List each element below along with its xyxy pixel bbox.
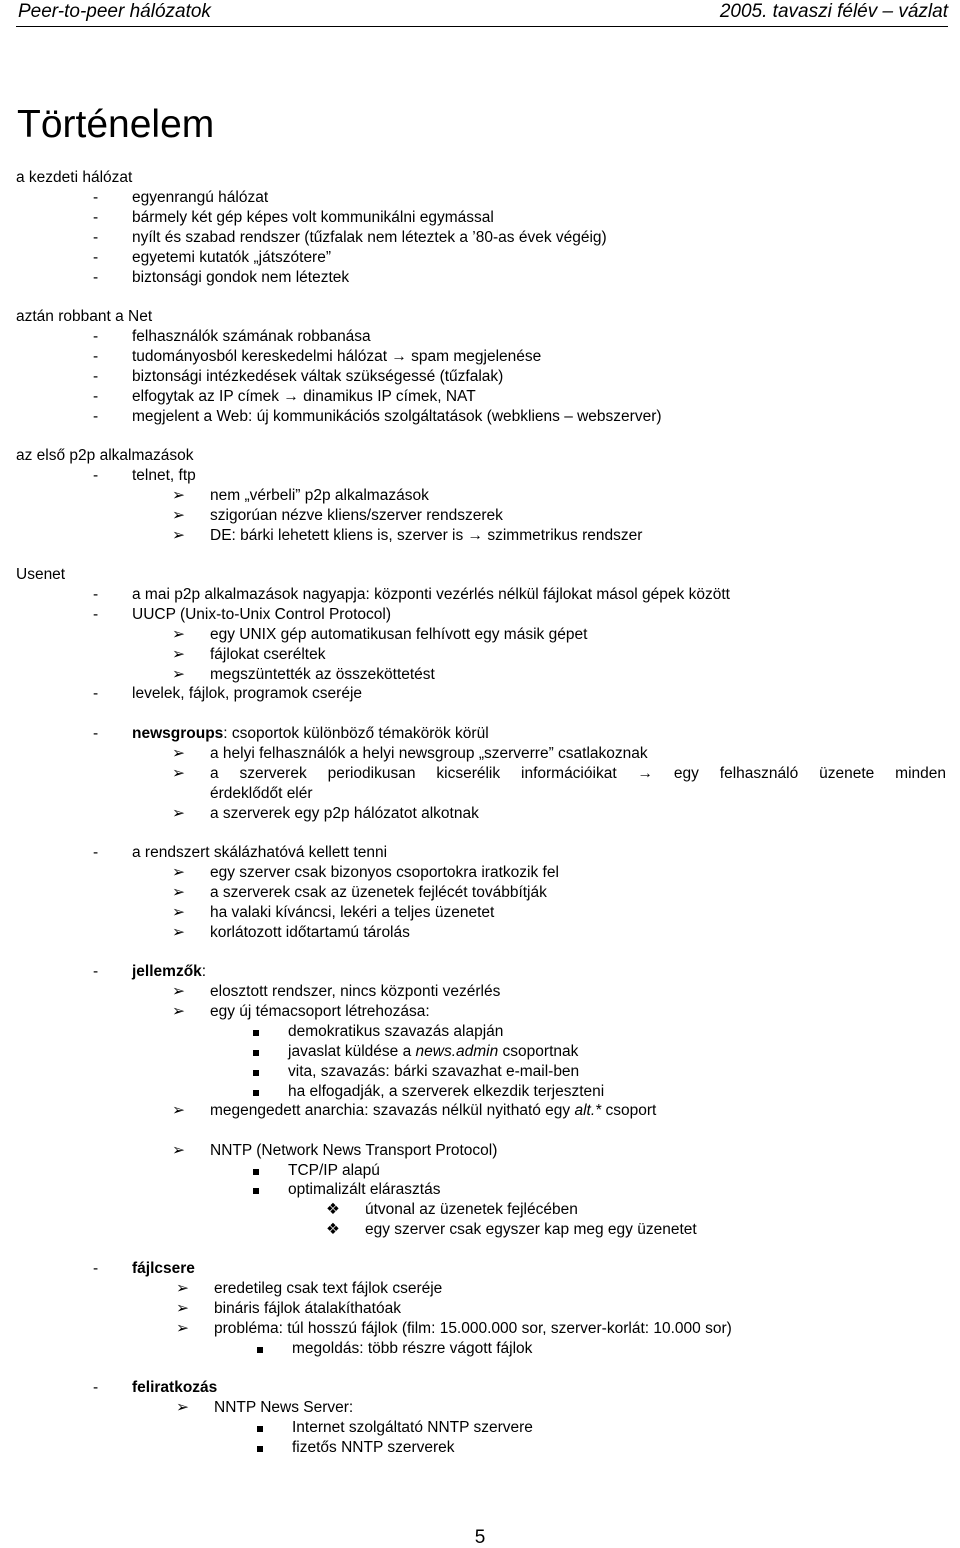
arrowhead-bullet-icon: ➢ <box>172 646 185 663</box>
arrowhead-bullet-icon: ➢ <box>172 487 185 504</box>
line-text <box>210 804 479 824</box>
line-text <box>132 208 494 228</box>
text-run: TCP/IP alapú <box>288 1162 380 1179</box>
line-text <box>210 883 547 903</box>
list-item <box>172 764 960 784</box>
text-run: az első p2p alkalmazások <box>16 447 194 464</box>
bold-term: newsgroups <box>132 725 224 742</box>
text-run: egy szerver csak bizonyos csoportokra iratkozik fel <box>210 864 559 881</box>
text-run: biztonsági intézkedések váltak szükségessé (tűzfalak) <box>132 368 504 385</box>
dash-bullet-icon: - <box>93 249 99 266</box>
square-bullet-icon <box>253 1042 259 1062</box>
text-run: a szerverek egy p2p hálózatot alkotnak <box>210 805 479 822</box>
text-run: DE: bárki lehetett kliens is, szerver is → szimmetrikus rendszer <box>210 527 643 544</box>
text-run: ha elfogadják, a szerverek elkezdik terjeszteni <box>288 1083 605 1100</box>
text-run: elfogytak az IP címek → dinamikus IP címek, NAT <box>132 388 476 405</box>
line-text <box>210 784 313 804</box>
text-run: : <box>201 963 207 980</box>
text-run: eredetileg csak text fájlok cseréje <box>214 1280 443 1297</box>
italic-term: news.admin <box>415 1043 499 1060</box>
line-text <box>210 903 494 923</box>
text-run: a helyi felhasználók a helyi newsgroup „szerverre” csatlakoznak <box>210 745 648 762</box>
text-run: NNTP (Network News Transport Protocol) <box>210 1142 498 1159</box>
text-run: csoport <box>601 1102 657 1119</box>
line-text <box>288 1082 604 1102</box>
dash-bullet-icon: - <box>93 368 99 385</box>
text-run: a rendszert skálázhatóvá kellett tenni <box>132 844 388 861</box>
line-text <box>288 1062 579 1082</box>
line-text <box>288 1022 503 1042</box>
text-run: egyetemi kutatók „játszótere” <box>132 249 332 266</box>
bold-term: fájlcsere <box>132 1260 195 1277</box>
text-run: a kezdeti hálózat <box>16 169 133 186</box>
text-run: egy szerver csak egyszer kap meg egy üzenetet <box>365 1221 697 1238</box>
dash-bullet-icon: - <box>93 328 99 345</box>
text-run: javaslat küldése a <box>288 1043 416 1060</box>
square-bullet-icon <box>253 1180 259 1200</box>
text-run: korlátozott időtartamú tárolás <box>210 924 410 941</box>
text-run: a mai p2p alkalmazások nagyapja: központi vezérlés nélkül fájlokat másol gépek között <box>132 586 730 603</box>
line-text <box>132 843 387 863</box>
text-run: demokratikus szavazás alapján <box>288 1023 504 1040</box>
arrowhead-bullet-icon: ➢ <box>176 1280 189 1297</box>
dash-bullet-icon: - <box>93 348 99 365</box>
line-text <box>365 1220 697 1240</box>
arrowhead-bullet-icon: ➢ <box>172 924 185 941</box>
page-title: Történelem <box>17 103 215 146</box>
text-run: Usenet <box>16 566 66 583</box>
arrowhead-bullet-icon: ➢ <box>172 1142 185 1159</box>
bold-term: jellemzők <box>132 963 202 980</box>
text-run: felhasználók számának robbanása <box>132 328 371 345</box>
arrowhead-bullet-icon: ➢ <box>172 884 185 901</box>
square-bullet-icon <box>257 1438 263 1458</box>
text-run: szigorúan nézve kliens/szerver rendszerek <box>210 507 503 524</box>
arrowhead-bullet-icon: ➢ <box>172 904 185 921</box>
arrowhead-bullet-icon: ➢ <box>172 864 185 881</box>
line-text <box>214 1398 353 1418</box>
text-run: bináris fájlok átalakíthatóak <box>214 1300 401 1317</box>
line-text <box>210 764 946 784</box>
line-text <box>210 1141 497 1161</box>
text-run: aztán robbant a Net <box>16 308 153 325</box>
square-bullet-icon <box>257 1418 263 1438</box>
text-run: telnet, ftp <box>132 467 196 484</box>
text-run: csoportnak <box>498 1043 579 1060</box>
text-run: : csoportok különböző témakörök körül <box>223 725 489 742</box>
line-text <box>132 1259 195 1279</box>
text-run: egyenrangú hálózat <box>132 189 269 206</box>
line-text <box>16 565 65 585</box>
arrowhead-bullet-icon: ➢ <box>176 1300 189 1317</box>
line-text <box>292 1418 533 1438</box>
dash-bullet-icon: - <box>93 189 99 206</box>
arrowhead-bullet-icon: ➢ <box>172 1102 185 1119</box>
arrowhead-bullet-icon: ➢ <box>172 507 185 524</box>
square-bullet-icon <box>257 1339 263 1359</box>
arrowhead-bullet-icon: ➢ <box>172 666 185 683</box>
line-text <box>132 605 391 625</box>
dash-bullet-icon: - <box>93 606 99 623</box>
text-run: útvonal az üzenetek fejlécében <box>365 1201 578 1218</box>
line-text <box>132 327 371 347</box>
text-run: megszüntették az összeköttetést <box>210 666 435 683</box>
line-text <box>210 982 500 1002</box>
dash-bullet-icon: - <box>93 269 99 286</box>
text-run: optimalizált elárasztás <box>288 1181 441 1198</box>
line-text <box>132 585 730 605</box>
bold-term: feliratkozás <box>132 1379 218 1396</box>
square-bullet-icon <box>253 1161 259 1181</box>
line-text <box>365 1200 578 1220</box>
line-text <box>16 168 132 188</box>
line-text <box>132 1378 217 1398</box>
line-text <box>214 1319 732 1339</box>
line-text <box>16 307 152 327</box>
header-semester: 2005. tavaszi félév – vázlat <box>719 1 948 22</box>
arrowhead-bullet-icon: ➢ <box>172 805 185 822</box>
arrowhead-bullet-icon: ➢ <box>176 1320 189 1337</box>
dash-bullet-icon: - <box>93 685 99 702</box>
dash-bullet-icon: - <box>93 844 99 861</box>
line-text <box>210 645 325 665</box>
text-run: bármely két gép képes volt kommunikálni egymással <box>132 209 494 226</box>
arrowhead-bullet-icon: ➢ <box>172 745 185 762</box>
text-run: megjelent a Web: új kommunikációs szolgáltatások (webkliens – webszerver) <box>132 408 662 425</box>
line-text <box>210 744 648 764</box>
line-text <box>210 506 503 526</box>
text-run: levelek, fájlok, programok cseréje <box>132 685 363 702</box>
page-number: 5 <box>474 1527 486 1548</box>
line-text <box>288 1161 380 1181</box>
text-run: fájlokat cseréltek <box>210 646 326 663</box>
text-run: fizetős NNTP szerverek <box>292 1439 455 1456</box>
text-run: Internet szolgáltató NNTP szervere <box>292 1419 533 1436</box>
line-text <box>210 923 410 943</box>
line-text <box>132 466 196 486</box>
line-text <box>132 962 206 982</box>
diamond-bullet-icon: ❖ <box>326 1221 340 1238</box>
dash-bullet-icon: - <box>93 1379 99 1396</box>
italic-term: alt.* <box>574 1102 602 1119</box>
line-text <box>288 1180 440 1200</box>
text-run: vita, szavazás: bárki szavazhat e-mail-ben <box>288 1063 580 1080</box>
text-run: NNTP News Server: <box>214 1399 354 1416</box>
arrowhead-bullet-icon: ➢ <box>172 983 185 1000</box>
line-text <box>132 387 476 407</box>
text-run: tudományosból kereskedelmi hálózat → spam megjelenése <box>132 348 542 365</box>
dash-bullet-icon: - <box>93 229 99 246</box>
text-run: nem „vérbeli” p2p alkalmazások <box>210 487 429 504</box>
line-text <box>210 1002 430 1022</box>
square-bullet-icon <box>253 1062 259 1082</box>
arrowhead-bullet-icon: ➢ <box>176 1399 189 1416</box>
line-text <box>214 1279 442 1299</box>
line-text <box>132 724 489 744</box>
dash-bullet-icon: - <box>93 388 99 405</box>
line-text <box>214 1299 401 1319</box>
dash-bullet-icon: - <box>93 1260 99 1277</box>
diamond-bullet-icon: ❖ <box>326 1201 340 1218</box>
text-run: UUCP (Unix-to-Unix Control Protocol) <box>132 606 391 623</box>
text-run: elosztott rendszer, nincs központi vezérlés <box>210 983 501 1000</box>
arrowhead-bullet-icon: ➢ <box>172 1003 185 1020</box>
line-text <box>132 248 331 268</box>
arrowhead-bullet-icon: ➢ <box>172 527 185 544</box>
header-course-title: Peer-to-peer hálózatok <box>18 1 211 22</box>
text-run: a szerverek periodikusan kicserélik információikat → egy felhasználó üzenete minden <box>210 765 946 782</box>
dash-bullet-icon: - <box>93 586 99 603</box>
text-run: biztonsági gondok nem léteztek <box>132 269 350 286</box>
dash-bullet-icon: - <box>93 963 99 980</box>
page-header <box>16 0 948 27</box>
line-text <box>210 665 435 685</box>
dash-bullet-icon: - <box>93 467 99 484</box>
text-run: megoldás: több részre vágott fájlok <box>292 1340 533 1357</box>
arrowhead-bullet-icon: ➢ <box>172 626 185 643</box>
line-text <box>292 1339 532 1359</box>
text-run: ha valaki kíváncsi, lekéri a teljes üzenetet <box>210 904 495 921</box>
line-text <box>288 1042 578 1062</box>
line-text <box>210 486 429 506</box>
line-text <box>132 268 349 288</box>
text-run: érdeklődőt elér <box>210 785 313 802</box>
line-text <box>132 684 362 704</box>
text-run: nyílt és szabad rendszer (tűzfalak nem léteztek a ’80-as évek végéig) <box>132 229 607 246</box>
text-run: a szerverek csak az üzenetek fejlécét továbbítják <box>210 884 547 901</box>
line-text <box>292 1438 455 1458</box>
dash-bullet-icon: - <box>93 725 99 742</box>
line-text <box>210 625 587 645</box>
line-text <box>132 228 607 248</box>
text-run: megengedett anarchia: szavazás nélkül nyitható egy <box>210 1102 575 1119</box>
line-text <box>132 407 662 427</box>
dash-bullet-icon: - <box>93 209 99 226</box>
square-bullet-icon <box>253 1022 259 1042</box>
line-text <box>210 863 559 883</box>
text-run: egy UNIX gép automatikusan felhívott egy másik gépet <box>210 626 588 643</box>
arrowhead-bullet-icon: ➢ <box>172 765 185 782</box>
line-text <box>132 347 541 367</box>
line-text <box>132 188 268 208</box>
line-text <box>210 1101 656 1121</box>
square-bullet-icon <box>253 1082 259 1102</box>
text-run: egy új témacsoport létrehozása: <box>210 1003 430 1020</box>
dash-bullet-icon: - <box>93 408 99 425</box>
line-text <box>210 526 642 546</box>
line-text <box>16 446 194 466</box>
text-run: probléma: túl hosszú fájlok (film: 15.000.000 sor, szerver-korlát: 10.000 sor) <box>214 1320 732 1337</box>
line-text <box>132 367 503 387</box>
